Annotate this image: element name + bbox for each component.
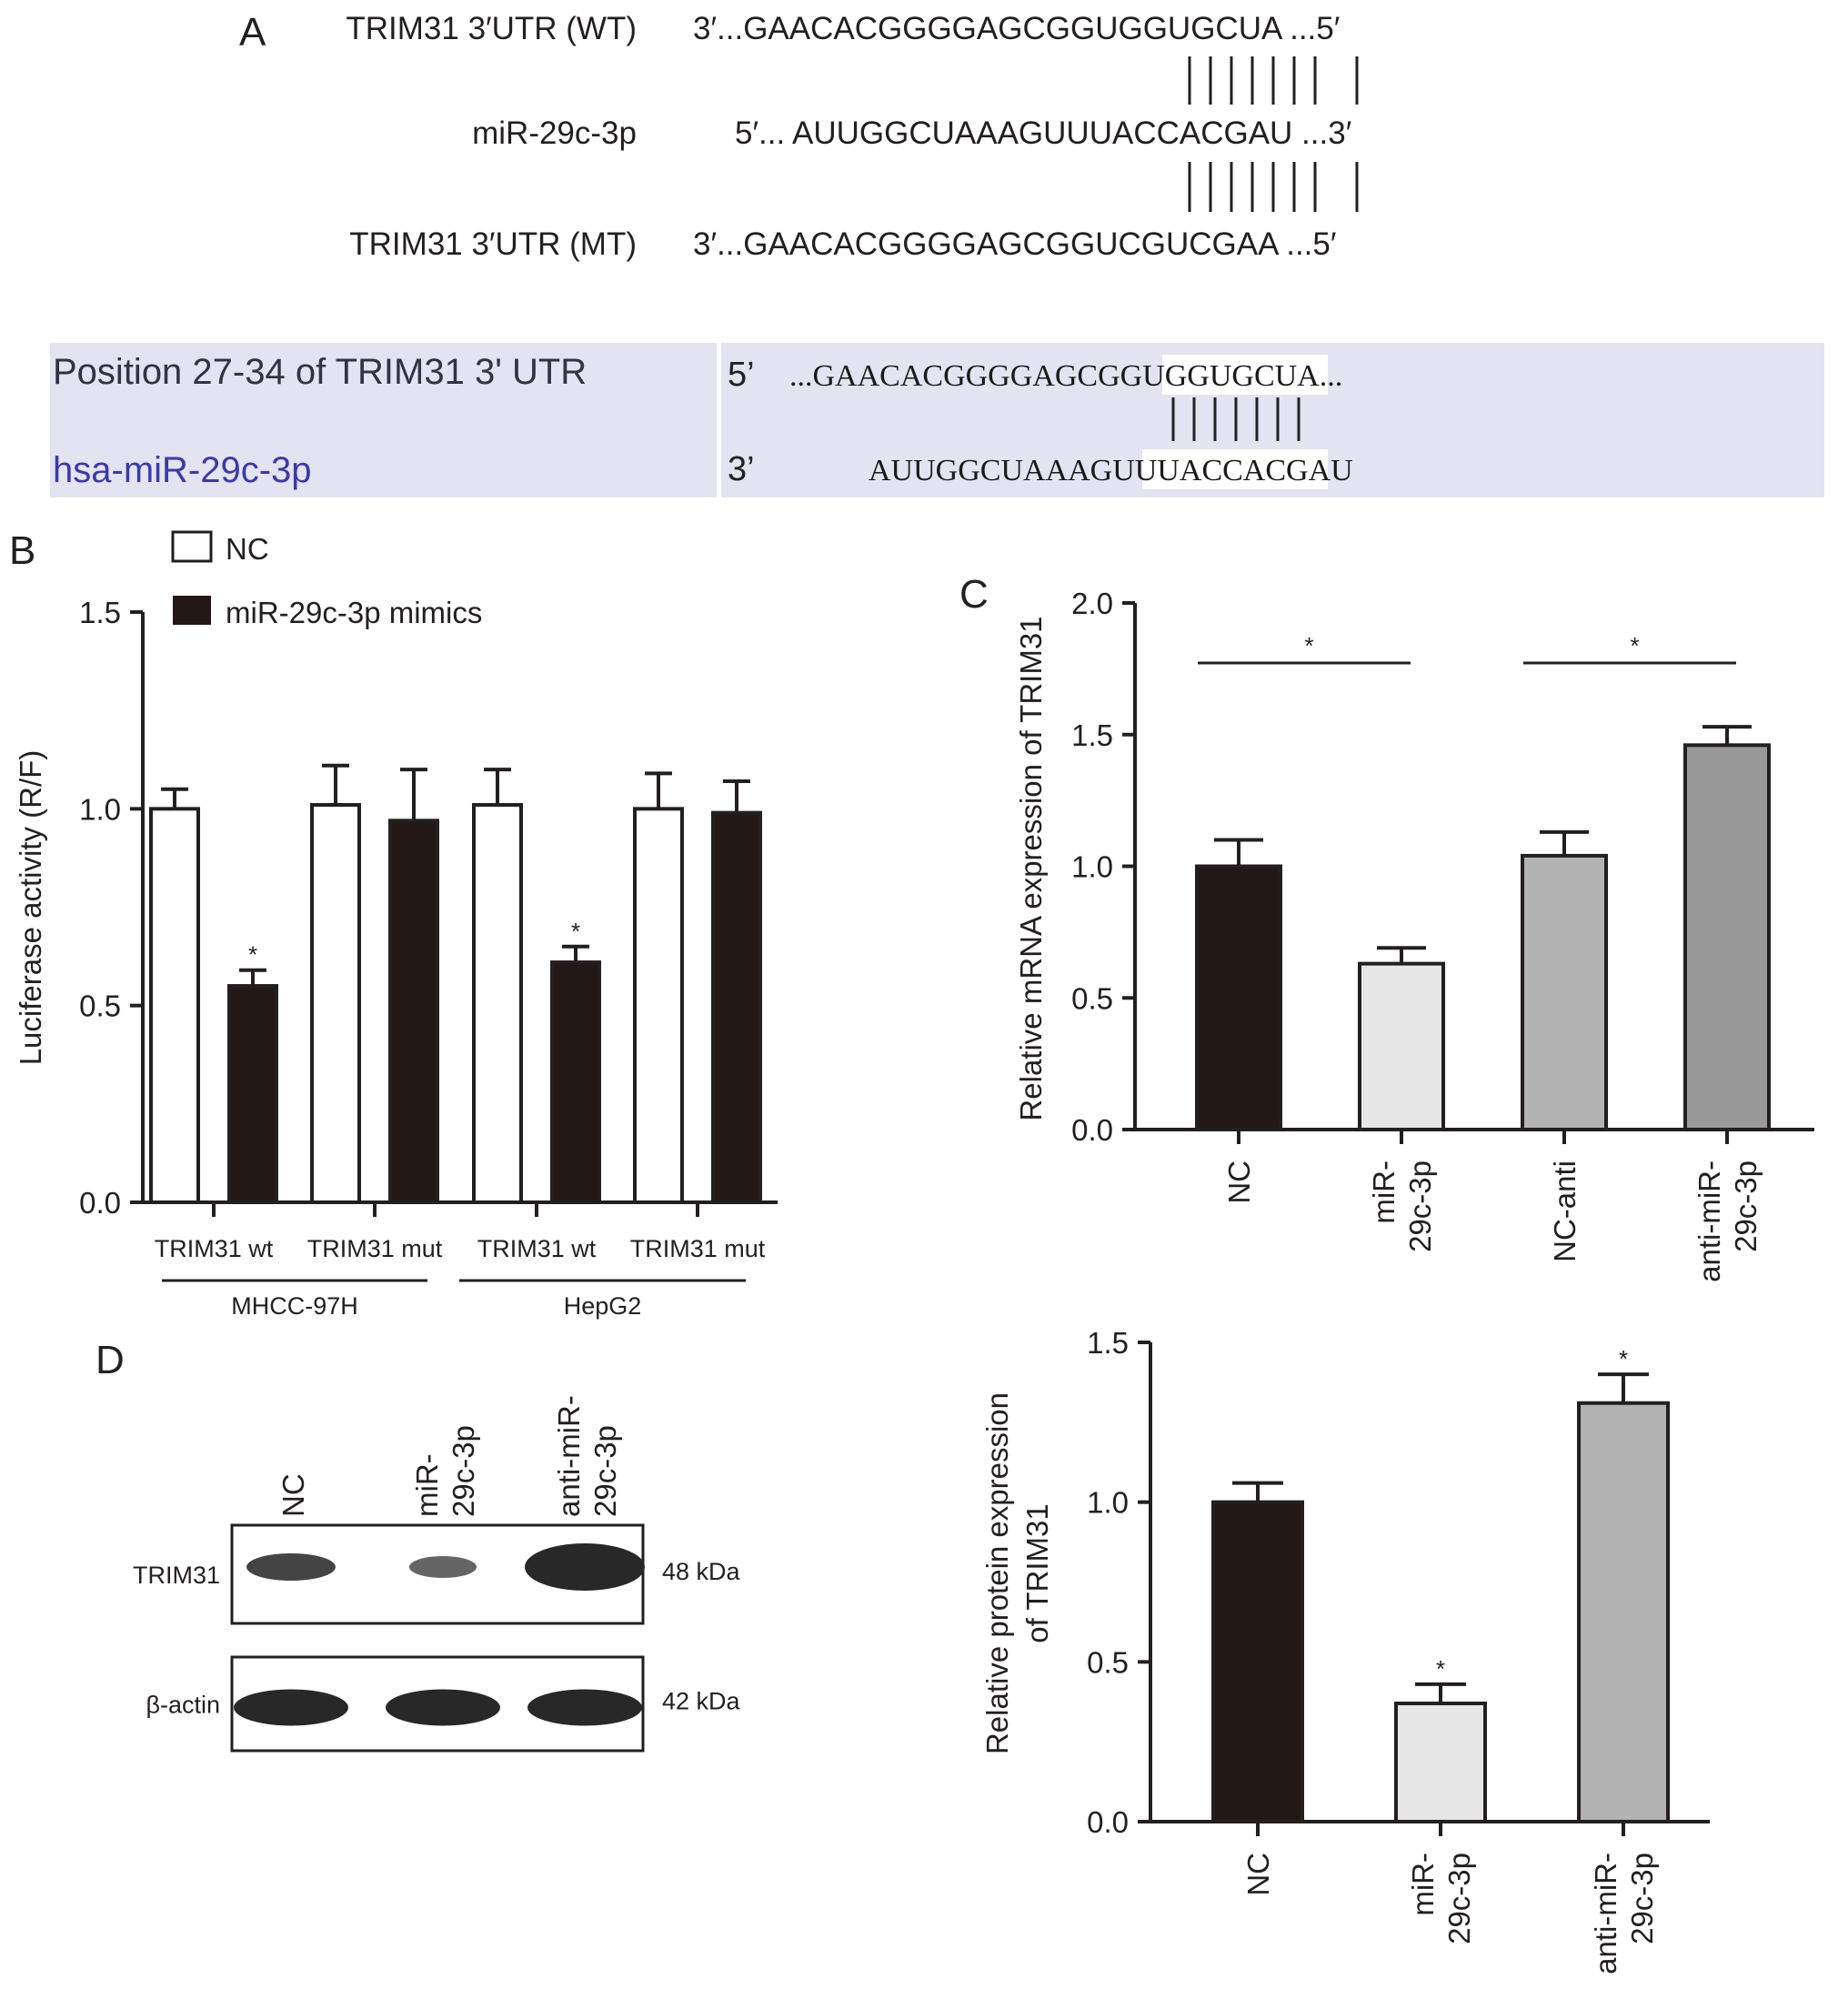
chart-b-bar [635,809,682,1202]
chart-d-y-tick-label: 0.5 [1087,1645,1129,1680]
chart-b-group-label: MHCC-97H [231,1292,358,1320]
chart-c-y-tick-label: 1.0 [1071,849,1113,884]
chart-c-x-tick-label: NC [1222,1160,1256,1204]
chart-b-bar [229,986,276,1202]
chart-c-bar [1197,867,1281,1130]
box-utr-sequence: ...GAACACGGGGAGCGGUGGUGCUA... [789,359,1343,393]
blot-band [246,1553,336,1581]
box-mir-sequence: AUUGGCUAAAGUUUACCACGAU [869,454,1353,487]
box-prime5: 5’ [728,356,755,394]
legend-nc-swatch [173,532,211,561]
chart-b-x-tick-label: TRIM31 wt [154,1235,274,1262]
blot-lane-label: NC [276,1473,310,1517]
chart-c-x-tick-label: anti-miR-29c-3p [1692,1160,1763,1282]
chart-c-bar [1685,745,1769,1130]
chart-c-y-tick-label: 0.0 [1071,1113,1113,1147]
chart-c-significance: * [1630,632,1640,659]
mir-sequence: 5′... AUUGGCUAAAGUUUACCACGAU ...3′ [735,116,1352,151]
pairing-lines-top [1190,56,1357,105]
blot-lane-label: miR-29c-3p [410,1425,480,1517]
panel-a-letter: A [239,10,266,55]
blot-band [527,1690,642,1726]
panel-b-letter: B [9,528,36,573]
chart-c-y-label: Relative mRNA expression of TRIM31 [1014,616,1048,1121]
chart-d-y-tick-label: 1.5 [1087,1326,1129,1360]
chart-c-y-tick-label: 2.0 [1071,587,1113,620]
panel-d [95,1326,1710,1974]
chart-b-y-tick-label: 0.5 [79,989,121,1023]
blot-band [386,1690,500,1726]
blot-band [525,1543,645,1591]
chart-c [1014,587,1814,1282]
blot-band [234,1690,348,1726]
chart-d-y-label: of TRIM31 [1020,1503,1054,1643]
chart-c-y-tick-label: 0.5 [1071,981,1113,1016]
chart-d-x-tick-label: anti-miR-29c-3p [1589,1853,1659,1974]
chart-b-x-tick-label: TRIM31 mut [306,1235,443,1262]
box-mir-label: hsa-miR-29c-3p [53,450,312,490]
legend-mimics-label: miR-29c-3p mimics [226,596,483,629]
chart-c-significance: * [1304,632,1314,659]
chart-b-y-tick-label: 0.0 [79,1186,121,1220]
chart-b-x-tick-label: TRIM31 wt [477,1235,597,1262]
chart-b [14,596,778,1320]
chart-d-x-tick-label: NC [1241,1853,1275,1896]
pairing-lines-bottom [1190,162,1357,212]
panel-b [9,528,778,1320]
chart-b-y-label: Luciferase activity (R/F) [14,749,47,1066]
panel-c [959,572,1814,1282]
blot-band [409,1556,477,1578]
wt-label: TRIM31 3′UTR (WT) [346,11,637,46]
chart-d-significance: * [1618,1345,1629,1373]
wt-sequence: 3′...GAACACGGGGAGCGGUGGUGCUA ...5′ [693,11,1341,46]
chart-c-x-tick-label: NC-anti [1548,1160,1582,1262]
chart-b-bar [474,805,521,1202]
chart-c-bar [1360,964,1443,1130]
panel-c-letter: C [959,572,989,617]
blot-kda-label: 42 kDa [662,1687,740,1715]
chart-d-significance: * [1435,1654,1446,1683]
chart-b-y-tick-label: 1.0 [79,792,121,827]
panel-d-letter: D [95,1338,125,1382]
box-prime3: 3’ [728,450,755,488]
chart-d-bar [1396,1703,1485,1822]
box-utr-label: Position 27-34 of TRIM31 3' UTR [53,352,588,392]
legend-mimics-swatch [173,596,211,625]
panel-a [50,10,1824,497]
mt-sequence: 3′...GAACACGGGGAGCGGUCGUCGAA ...5′ [693,226,1337,262]
chart-b-group-label: HepG2 [563,1292,642,1320]
chart-d-bar [1579,1403,1668,1822]
mt-label: TRIM31 3′UTR (MT) [349,226,637,262]
chart-d-y-label: Relative protein expression [980,1391,1014,1755]
chart-c-x-tick-label: miR-29c-3p [1367,1160,1437,1252]
chart-c-bar [1522,856,1606,1130]
chart-b-x-tick-label: TRIM31 mut [629,1235,766,1262]
chart-b-bar [312,805,359,1202]
chart-b-bar [713,813,760,1202]
chart-b-significance: * [570,917,581,945]
chart-b-y-tick-label: 1.5 [79,596,121,629]
chart-d-y-tick-label: 1.0 [1087,1485,1129,1520]
blot-row-label: β-actin [146,1691,220,1719]
chart-b-bar [552,962,599,1202]
chart-d-x-tick-label: miR-29c-3p [1406,1853,1476,1944]
chart-b-bar [151,809,198,1202]
western-blot [133,1395,741,1751]
mir-label: miR-29c-3p [472,116,637,151]
chart-d-bar [1213,1502,1302,1822]
blot-row-label: TRIM31 [132,1562,220,1589]
legend-nc-label: NC [226,532,269,566]
blot-lane-label: anti-miR-29c-3p [552,1395,622,1517]
chart-b-significance: * [247,940,258,969]
blot-kda-label: 48 kDa [662,1558,740,1585]
chart-d-y-tick-label: 0.0 [1087,1805,1129,1839]
chart-b-bar [390,820,437,1202]
chart-c-y-tick-label: 1.5 [1071,718,1113,752]
chart-d [980,1326,1710,1974]
